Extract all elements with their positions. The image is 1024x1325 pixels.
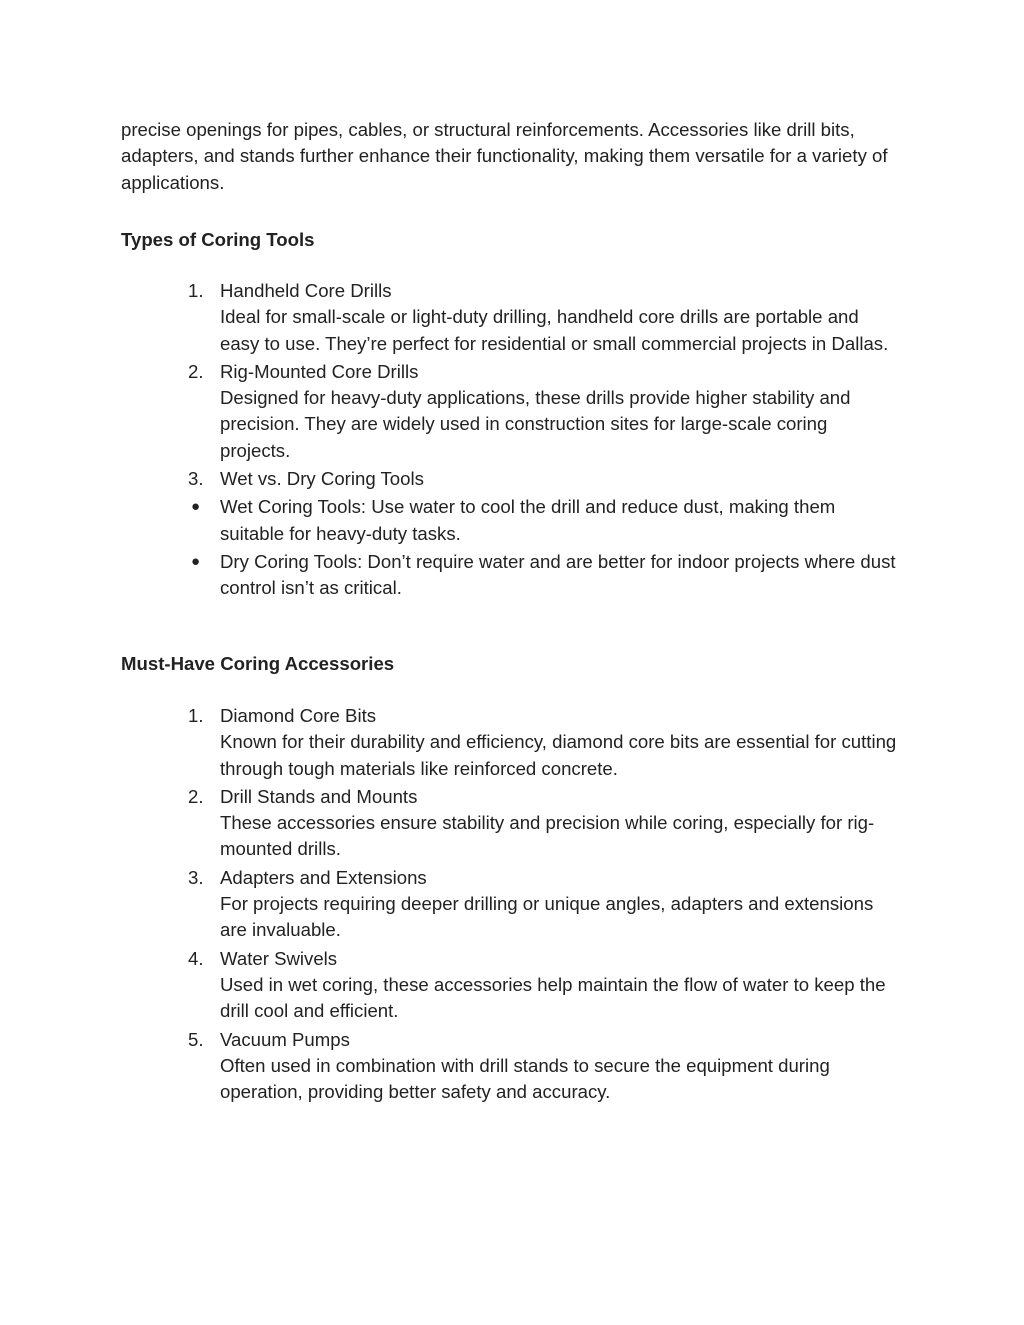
item-description: Used in wet coring, these accessories help maintain the flow of water to keep the drill cool and efficient. [220, 973, 886, 1022]
bullet-text: Wet Coring Tools: Use water to cool the drill and reduce dust, making them suitable for heavy-duty tasks. [220, 496, 836, 544]
item-title: Adapters and Extensions [220, 866, 427, 888]
item-title: Drill Stands and Mounts [220, 785, 418, 807]
intro-paragraph: precise openings for pipes, cables, or structural reinforcements. Accessories like drill bits, adapters, and stands further enhance their functionality, making them versatile for a variety of applications. [121, 119, 888, 193]
list-number: 4. [188, 947, 204, 969]
item-title: Rig-Mounted Core Drills [220, 360, 419, 382]
item-title: Water Swivels [220, 947, 338, 969]
item-description: Often used in combination with drill stands to secure the equipment during operation, providing better safety and accuracy. [220, 1054, 830, 1103]
list-item [0, 784, 1024, 863]
list-number: 2. [188, 360, 204, 382]
list-item [0, 359, 1024, 464]
list-number: 2. [188, 785, 204, 807]
coring-tools-list [0, 278, 1024, 604]
bullet-item [0, 549, 1024, 602]
item-description: Ideal for small-scale or light-duty drilling, handheld core drills are portable and easy to use. They’re perfect for residential or small commercial projects in Dallas. [220, 306, 889, 354]
list-item [0, 703, 1024, 782]
bullet-item [0, 494, 1024, 547]
list-number: 3. [188, 468, 204, 490]
list-item [0, 946, 1024, 1025]
list-item [0, 865, 1024, 944]
item-title: Vacuum Pumps [220, 1028, 350, 1050]
accessories-list [0, 703, 1024, 1107]
item-title: Handheld Core Drills [220, 280, 392, 301]
item-title: Diamond Core Bits [220, 705, 377, 726]
list-item [0, 278, 1024, 357]
bullet-icon: ● [191, 552, 201, 570]
list-number: 1. [188, 280, 204, 301]
bullet-icon: ● [191, 498, 201, 516]
bullet-text: Dry Coring Tools: Don’t require water and are better for indoor projects where dust control isn’t as critical. [220, 550, 896, 599]
list-number: 1. [188, 705, 204, 726]
section-heading-accessories: Must-Have Coring Accessories [121, 653, 395, 674]
list-number: 5. [188, 1028, 204, 1050]
list-item [0, 466, 1024, 492]
list-item [0, 1027, 1024, 1106]
list-number: 3. [188, 866, 204, 888]
item-description: Known for their durability and efficiency, diamond core bits are essential for cutting through tough materials like reinforced concrete. [220, 731, 897, 779]
item-title: Wet vs. Dry Coring Tools [220, 468, 424, 490]
item-description: For projects requiring deeper drilling or unique angles, adapters and extensions are invaluable. [220, 893, 874, 941]
section-heading-types: Types of Coring Tools [121, 229, 315, 250]
item-description: Designed for heavy-duty applications, these drills provide higher stability and precision. They are widely used in construction sites for large-scale coring projects. [220, 387, 851, 461]
item-description: These accessories ensure stability and precision while coring, especially for rig-mounted drills. [220, 812, 875, 860]
